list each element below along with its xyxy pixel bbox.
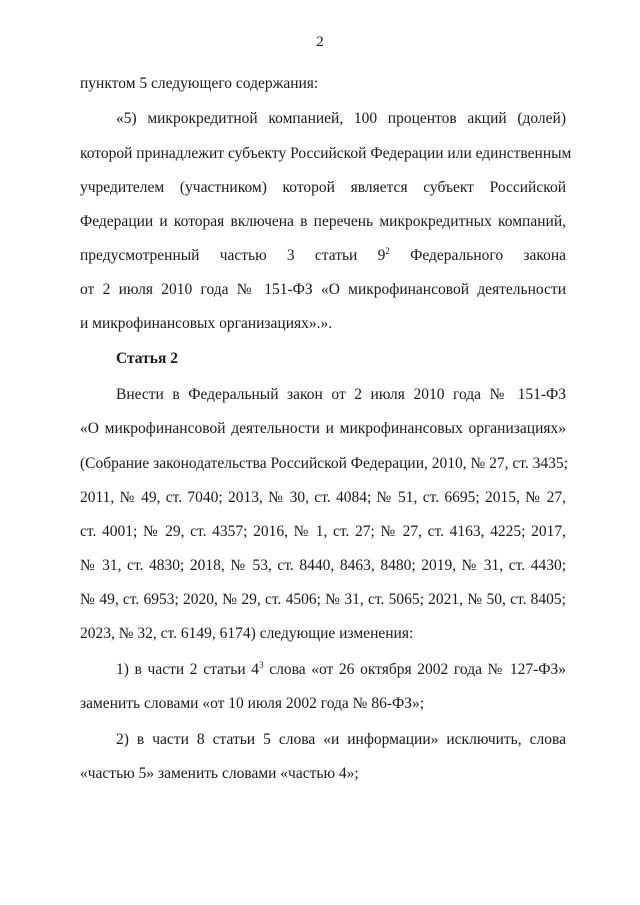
text-line: учредителем (участником) которой является субъект Российской [80, 179, 566, 196]
text-fragment: 1) в части 2 статьи 4 [116, 661, 260, 678]
page-number: 2 [316, 34, 324, 50]
text-line: «5) микрокредитной компанией, 100 процентов акций (долей) [116, 110, 566, 127]
text-line: от 2 июля 2010 года № 151-ФЗ «О микрофинансовой деятельности [80, 281, 566, 298]
text-line: и микрофинансовых организациях».». [80, 315, 333, 332]
text-line: 2) в части 8 статьи 5 слова «и информации» исключить, слова [116, 731, 566, 748]
text-fragment: слова «от 26 октября 2002 года № 127-ФЗ» [263, 661, 566, 678]
text-line: которой принадлежит субъекту Российской Федерации или единственным [80, 145, 572, 162]
article-heading: Статья 2 [116, 350, 178, 367]
text-line: № 31, ст. 4830; 2018, № 53, ст. 8440, 8463, 8480; 2019, № 31, ст. 4430; [80, 557, 566, 574]
text-line: заменить словами «от 10 июля 2002 года № 86-ФЗ»; [80, 695, 425, 712]
superscript: 2 [385, 246, 390, 256]
text-line-with-superscript [80, 246, 566, 266]
text-fragment: Федерального закона [389, 247, 566, 264]
text-line: пунктом 5 следующего содержания: [80, 75, 319, 92]
text-line: Федерации и которая включена в перечень микрокредитных компаний, [80, 213, 566, 230]
text-line: Внести в Федеральный закон от 2 июля 2010 года № 151-ФЗ [116, 386, 566, 403]
text-line: (Собрание законодательства Российской Федерации, 2010, № 27, ст. 3435; [80, 455, 568, 472]
superscript: 3 [259, 660, 264, 670]
text-line: «О микрофинансовой деятельности и микрофинансовых организациях» [80, 420, 566, 437]
text-line-with-superscript [116, 660, 566, 680]
text-line: «частью 5» заменить словами «частью 4»; [80, 765, 359, 782]
text-line: 2011, № 49, ст. 7040; 2013, № 30, ст. 4084; № 51, ст. 6695; 2015, № 27, [80, 489, 566, 506]
text-fragment: предусмотренный частью 3 статьи 9 [80, 247, 386, 264]
text-line: № 49, ст. 6953; 2020, № 29, ст. 4506; № 31, ст. 5065; 2021, № 50, ст. 8405; [80, 591, 566, 608]
text-line: 2023, № 32, ст. 6149, 6174) следующие изменения: [80, 625, 414, 642]
text-line: ст. 4001; № 29, ст. 4357; 2016, № 1, ст. 27; № 27, ст. 4163, 4225; 2017, [80, 523, 566, 540]
